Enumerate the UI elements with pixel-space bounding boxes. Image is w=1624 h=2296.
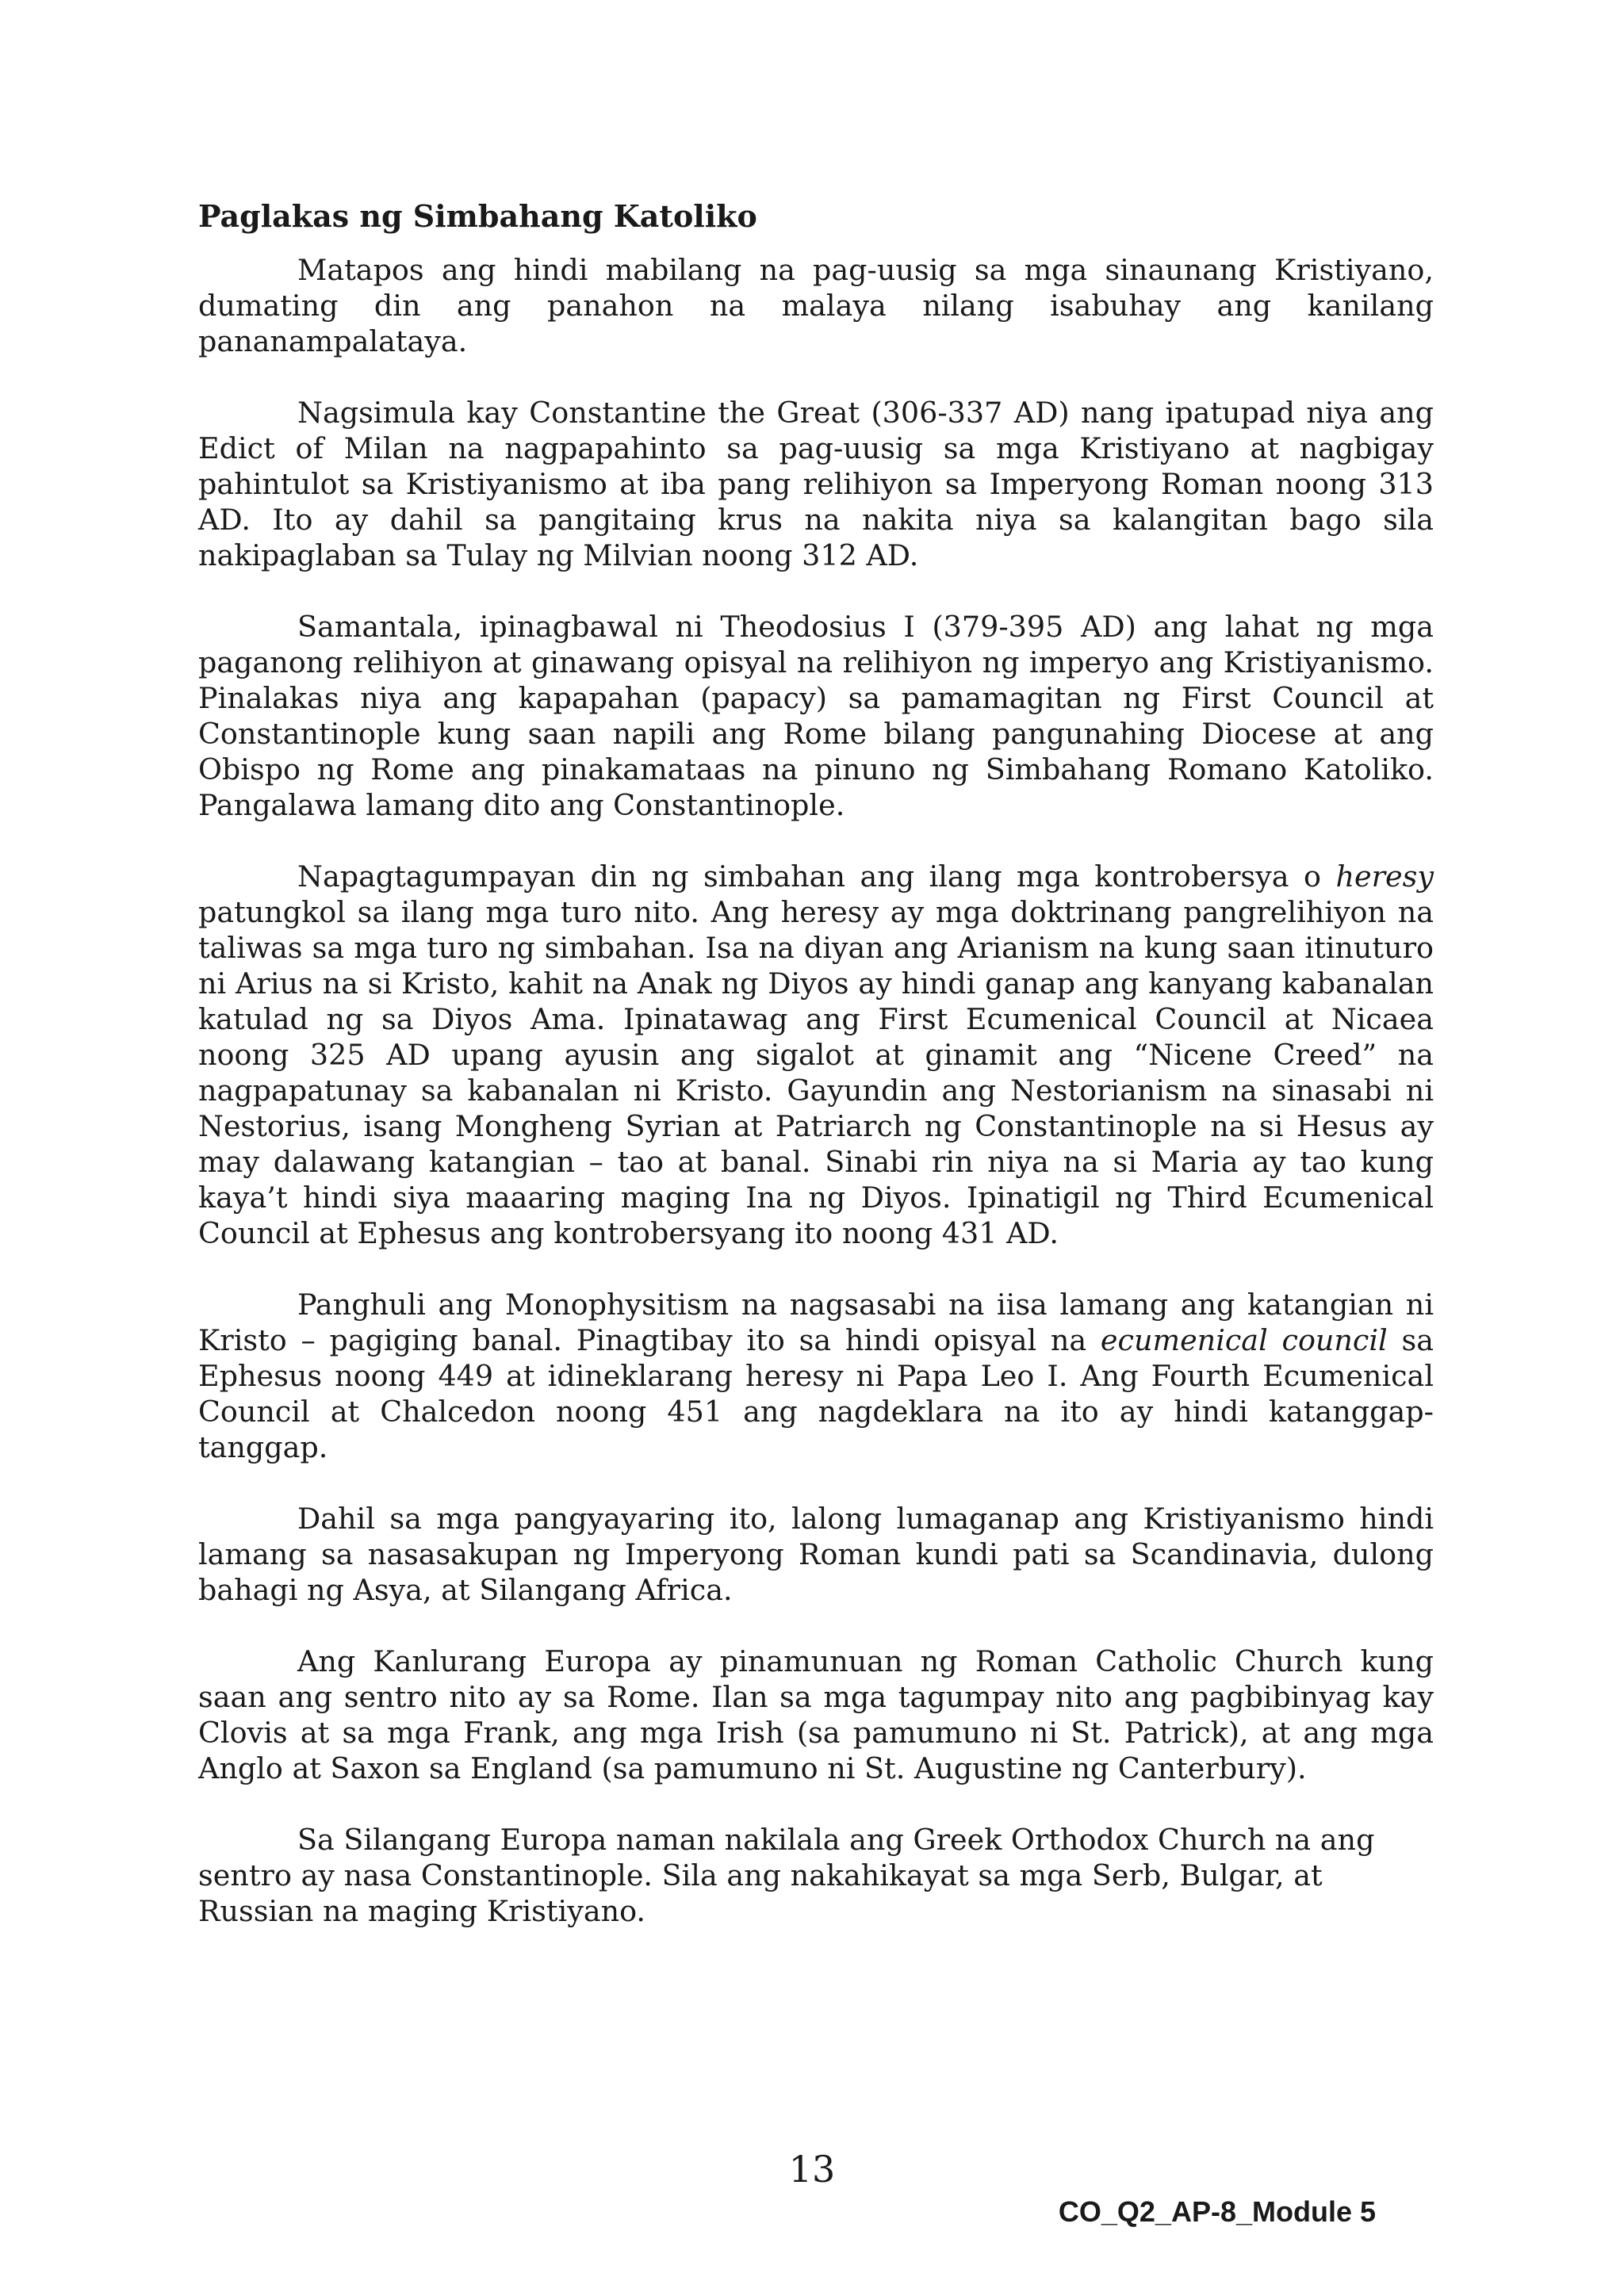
paragraph xyxy=(198,252,1434,359)
paragraph xyxy=(198,609,1434,823)
paragraph-text: Matapos ang hindi mabilang na pag-uusig sa mga sinaunang Kristiyano, dumating din ang panahon na malaya nilang isabuhay ang kanilang pananampalataya. xyxy=(198,253,1434,358)
page-number: 13 xyxy=(788,2148,836,2191)
italic-term: heresy xyxy=(1335,859,1434,894)
paragraph-text: Napagtagumpayan din ng simbahan ang ilang mga kontrobersya o xyxy=(297,859,1336,894)
paragraph-text: Ang Kanlurang Europa ay pinamunuan ng Roman Catholic Church kung saan ang sentro nito ay sa Rome. Ilan sa mga tagumpay nito ang pagbibinyag kay Clovis at sa mga Frank, ang mga Irish (sa pamumuno ni St. Patrick), at ang mga Anglo at Saxon sa England (sa pamumuno ni St. Augustine ng Canterbury). xyxy=(198,1644,1434,1785)
italic-term: ecumenical council xyxy=(1100,1323,1388,1357)
paragraph xyxy=(198,1644,1434,1786)
paragraph-text: Panghuli ang Monophysitism na nagsasabi na iisa lamang ang katangian ni Kristo – pagiging banal. Pinagtibay ito sa hindi opisyal na xyxy=(198,1288,1434,1357)
paragraph xyxy=(198,859,1434,1251)
paragraph-text: Samantala, ipinagbawal ni Theodosius I (379-395 AD) ang lahat ng mga paganong relihiyon at ginawang opisyal na relihiyon ng imperyo ang Kristiyanismo. Pinalakas niya ang kapapahan (papacy) sa pamamagitan ng First Council at Constantinople kung saan napili ang Rome bilang pangunahing Diocese at ang Obispo ng Rome ang pinakamataas na pinuno ng Simbahang Romano Katoliko. Pangalawa lamang dito ang Constantinople. xyxy=(198,610,1434,822)
section-heading: Paglakas ng Simbahang Katoliko xyxy=(198,198,757,234)
paragraph-text: sa Ephesus noong 449 at idineklarang heresy ni Papa Leo I. Ang Fourth Ecumenical Council at Chalcedon noong 451 ang nagdeklara na ito ay hindi katanggap-tanggap. xyxy=(198,1323,1434,1464)
paragraph-text: Dahil sa mga pangyayaring ito, lalong lumaganap ang Kristiyanismo hindi lamang sa nasasakupan ng Imperyong Roman kundi pati sa Scandinavia, dulong bahagi ng Asya, at Silangang Africa. xyxy=(198,1502,1434,1607)
module-code: CO_Q2_AP-8_Module 5 xyxy=(1058,2195,1376,2228)
paragraph xyxy=(198,1287,1434,1465)
paragraph xyxy=(198,395,1434,573)
paragraph-text: patungkol sa ilang mga turo nito. Ang heresy ay mga doktrinang pangrelihiyon na taliwas sa mga turo ng simbahan. Isa na diyan ang Arianism na kung saan itinuturo ni Arius na si Kristo, kahit na Anak ng Diyos ay hindi ganap ang kanyang kabanalan katulad ng sa Diyos Ama. Ipinatawag ang First Ecumenical Council at Nicaea noong 325 AD upang ayusin ang sigalot at ginamit ang “Nicene Creed” na nagpapatunay sa kabanalan ni Kristo. Gayundin ang Nestorianism na sinasabi ni Nestorius, isang Mongheng Syrian at Patriarch ng Constantinople na si Hesus ay may dalawang katangian – tao at banal. Sinabi rin niya na si Maria ay tao kung kaya’t hindi siya maaaring maging Ina ng Diyos. Ipinatigil ng Third Ecumenical Council at Ephesus ang kontrobersyang ito noong 431 AD. xyxy=(198,895,1434,1250)
document-body xyxy=(198,197,1434,1965)
paragraph xyxy=(198,1501,1434,1608)
paragraph-text: Nagsimula kay Constantine the Great (306-337 AD) nang ipatupad niya ang Edict of Milan na nagpapahinto sa pag-uusig sa mga Kristiyano at nagbigay pahintulot sa Kristiyanismo at iba pang relihiyon sa Imperyong Roman noong 313 AD. Ito ay dahil sa pangitaing krus na nakita niya sa kalangitan bago sila nakipaglaban sa Tulay ng Milvian noong 312 AD. xyxy=(198,396,1434,572)
paragraph xyxy=(198,1822,1434,1929)
paragraph-text: Sa Silangang Europa naman nakilala ang Greek Orthodox Church na ang sentro ay nasa Constantinople. Sila ang nakahikayat sa mga Serb, Bulgar, at Russian na maging Kristiyano. xyxy=(198,1823,1375,1928)
